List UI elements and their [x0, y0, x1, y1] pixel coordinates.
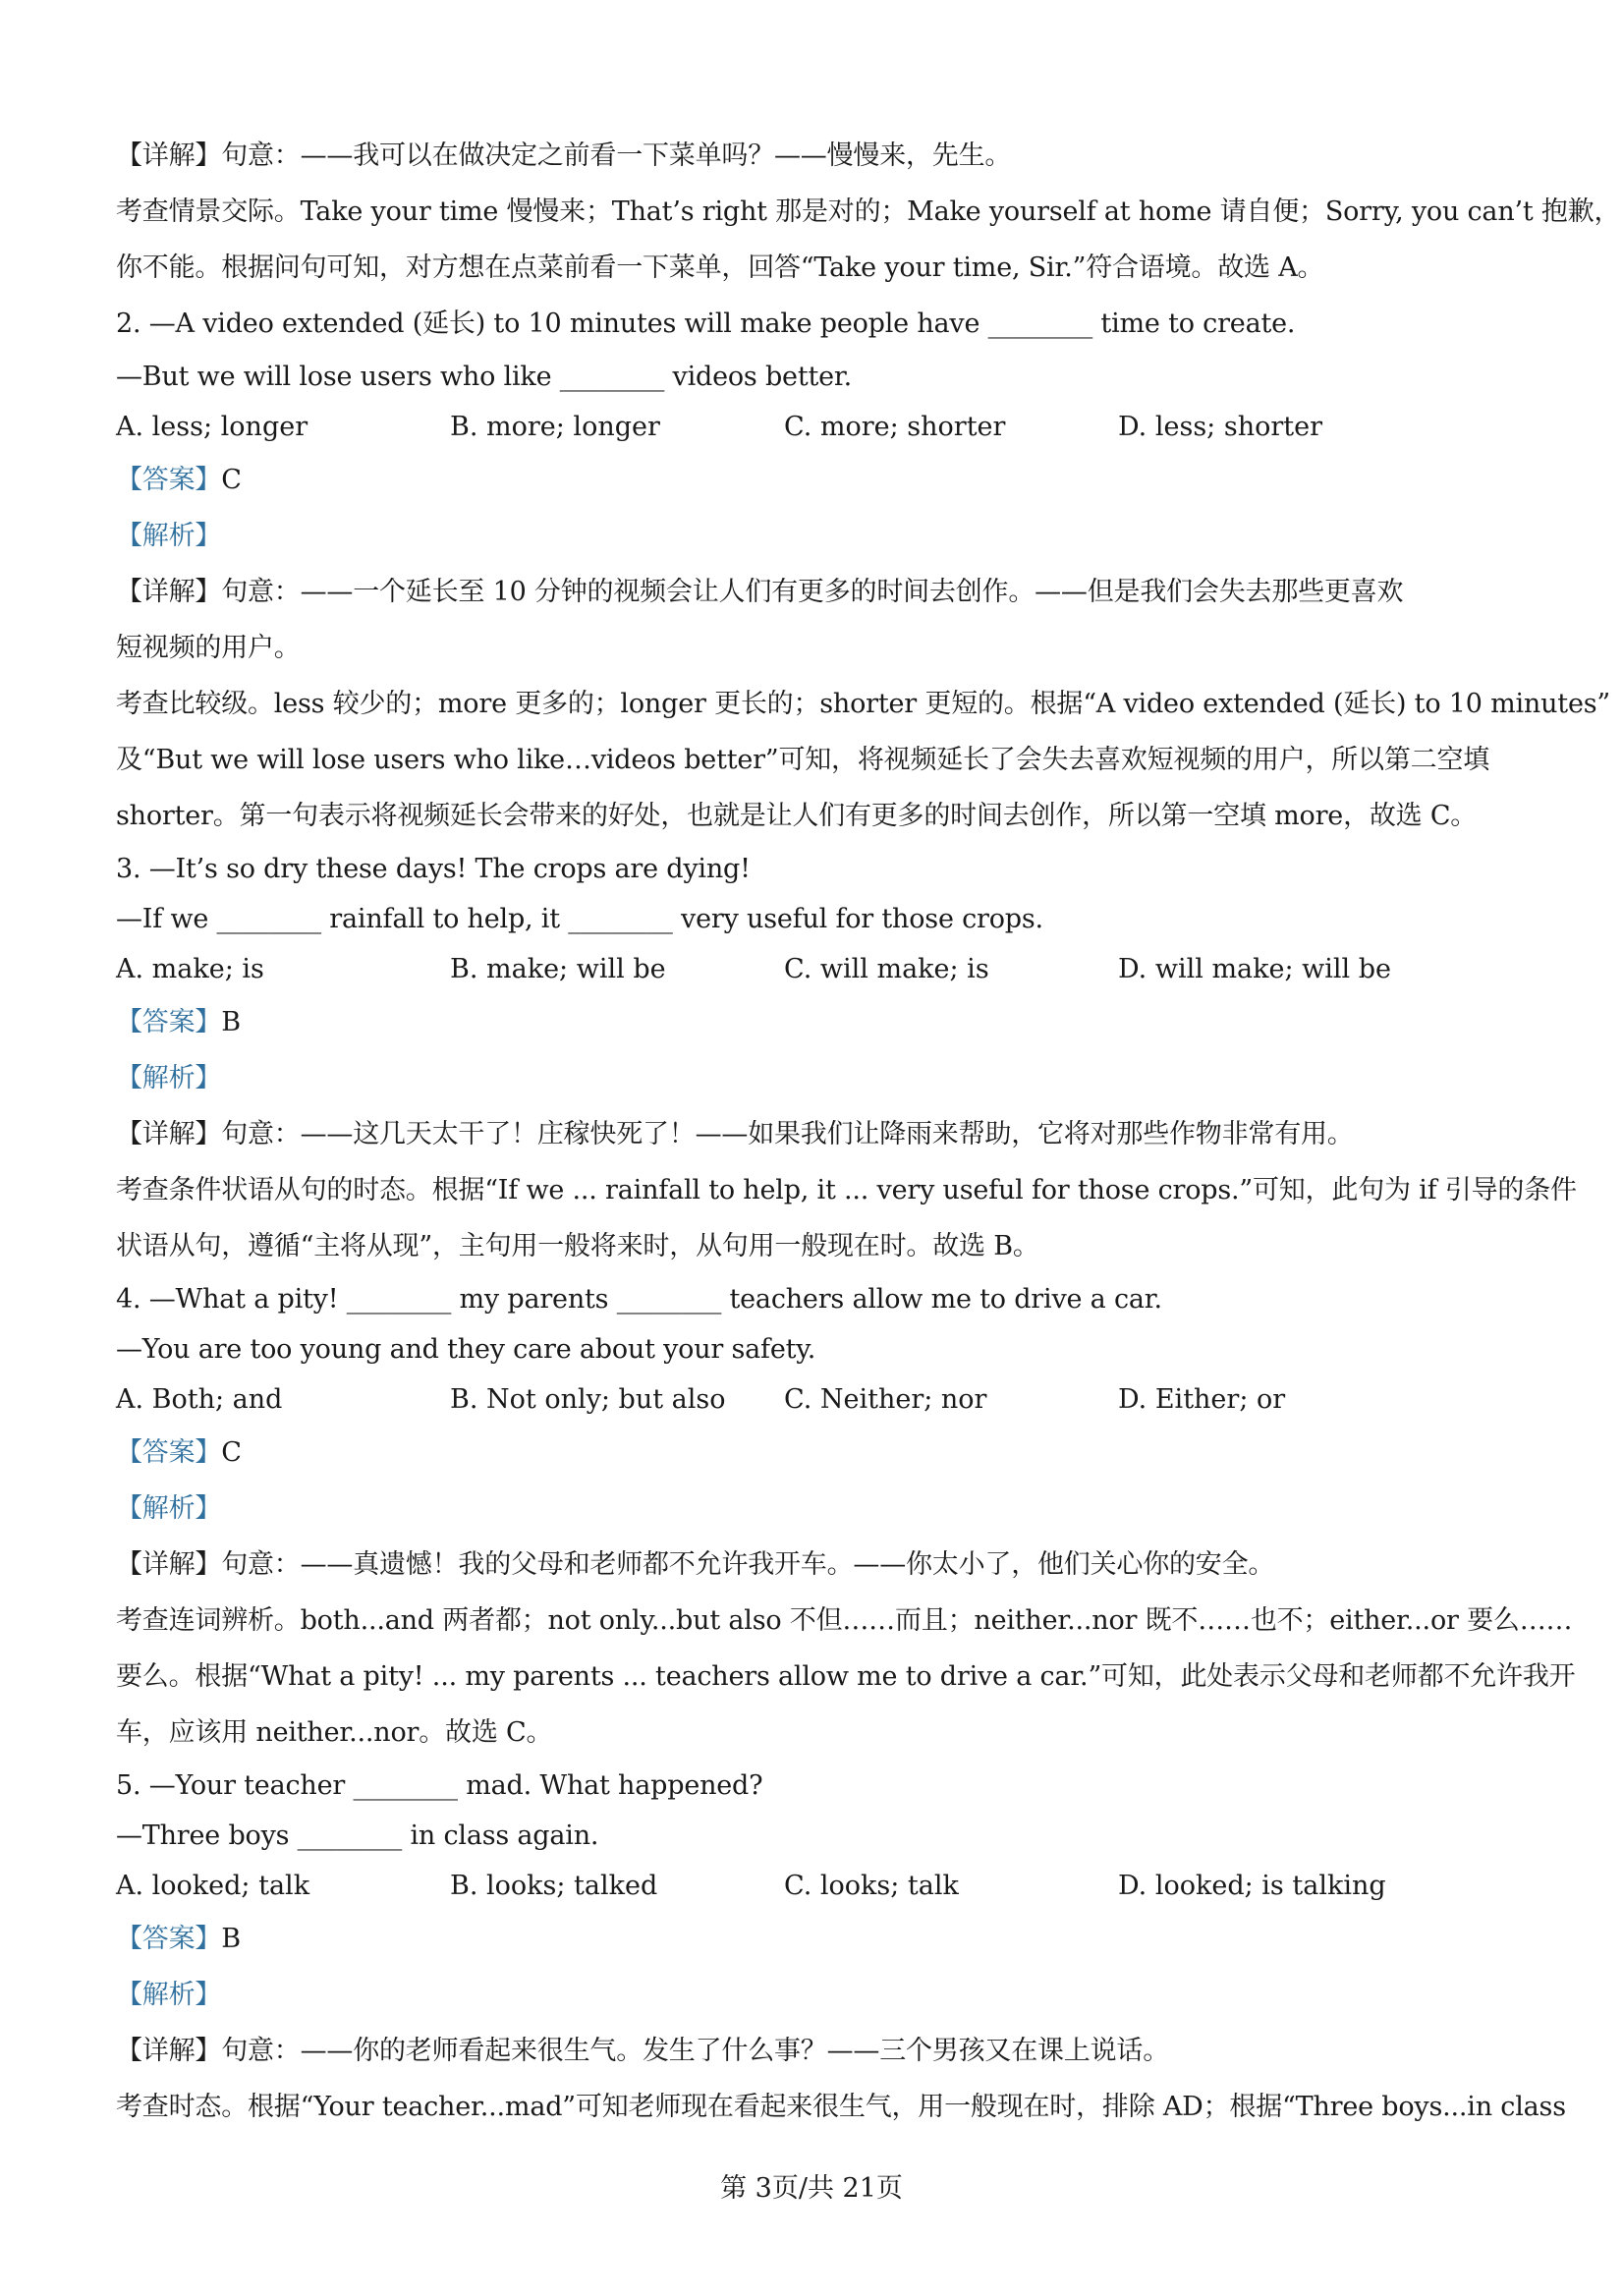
option-b: B. Not only; but also	[450, 1384, 726, 1415]
detail-line: shorter。第一句表示将视频延长会带来的好处，也就是让人们有更多的时间去创作，所以第一空填 more，故选 C。	[116, 801, 1478, 831]
q1-detail-line: 【详解】句意：——我可以在做决定之前看一下菜单吗？——慢慢来，先生。	[116, 140, 1012, 171]
option-a: A. looked; talk	[116, 1871, 310, 1901]
question-stem: 4. —What a pity! ________ my parents ________ teachers allow me to drive a car.	[116, 1284, 1162, 1315]
question-options	[116, 402, 1531, 452]
analysis-tag: 【解析】	[116, 521, 222, 551]
detail-line: 状语从句，遵循“主将从现”，主句用一般将来时，从句用一般现在时。故选 B。	[116, 1231, 1039, 1261]
answer-line	[116, 1425, 1531, 1481]
analysis-tag: 【解析】	[116, 1493, 222, 1524]
option-b: B. make; will be	[450, 954, 666, 984]
answer-tag: 【答案】	[116, 1437, 222, 1468]
question-options	[116, 944, 1531, 994]
analysis-tag: 【解析】	[116, 1063, 222, 1093]
question-stem: —But we will lose users who like ________ videos better.	[116, 362, 853, 392]
answer-tag: 【答案】	[116, 1007, 222, 1037]
answer-value: C	[221, 1437, 242, 1468]
detail-line: 【详解】句意：——这几天太干了！庄稼快死了！——如果我们让降雨来帮助，它将对那些作物非常有用。	[116, 1119, 1354, 1149]
option-c: C. Neither; nor	[784, 1384, 987, 1415]
option-b: B. more; longer	[450, 412, 660, 442]
question-options	[116, 1861, 1531, 1911]
answer-value: B	[221, 1924, 241, 1954]
option-d: D. less; shorter	[1118, 412, 1322, 442]
document-page	[116, 128, 1621, 2135]
option-a: A. make; is	[116, 954, 264, 984]
option-d: D. will make; will be	[1118, 954, 1392, 984]
detail-line: 短视频的用户。	[116, 633, 301, 663]
analysis-line	[116, 508, 1531, 564]
analysis-line	[116, 1967, 1531, 2023]
option-b: B. looks; talked	[450, 1871, 658, 1901]
detail-line: 考查比较级。less 较少的；more 更多的；longer 更长的；shorter 更短的。根据“A video extended (延长) to 10 minutes”	[116, 689, 1610, 719]
detail-line: 考查条件状语从句的时态。根据“If we ... rainfall to help, it ... very useful for those crops.”可知，此句为 if 引导的条件	[116, 1175, 1577, 1205]
detail-line: 【详解】句意：——一个延长至 10 分钟的视频会让人们有更多的时间去创作。——但是我们会失去那些更喜欢	[116, 577, 1404, 607]
question-options	[116, 1374, 1531, 1425]
detail-line: 考查时态。根据“Your teacher...mad”可知老师现在看起来很生气，用一般现在时，排除 AD；根据“Three boys...in class	[116, 2092, 1566, 2122]
option-c: C. more; shorter	[784, 412, 1006, 442]
answer-tag: 【答案】	[116, 465, 222, 495]
option-c: C. will make; is	[784, 954, 989, 984]
option-d: D. looked; is talking	[1118, 1871, 1386, 1901]
question-stem: 5. —Your teacher ________ mad. What happened?	[116, 1770, 763, 1801]
question-stem: —If we ________ rainfall to help, it ________ very useful for those crops.	[116, 904, 1043, 934]
answer-tag: 【答案】	[116, 1924, 222, 1954]
question-stem: 3. —It’s so dry these days! The crops are dying!	[116, 854, 751, 884]
option-a: A. Both; and	[116, 1384, 283, 1415]
q1-detail-line: 考查情景交际。Take your time 慢慢来；That’s right 那是对的；Make yourself at home 请自便；Sorry, you can’t 抱歉，	[116, 196, 1621, 227]
option-c: C. looks; talk	[784, 1871, 959, 1901]
page-number: 第 3页/共 21页	[720, 2173, 903, 2204]
option-a: A. less; longer	[116, 412, 308, 442]
answer-value: B	[221, 1007, 241, 1037]
q1-detail-line: 你不能。根据问句可知，对方想在点菜前看一下菜单，回答“Take your time, Sir.”符合语境。故选 A。	[116, 252, 1324, 283]
question-4	[116, 1274, 1576, 1761]
detail-line: 考查连词辨析。both...and 两者都；not only...but also 不但……而且；neither...nor 既不……也不；either...or 要么……	[116, 1605, 1573, 1636]
detail-line: 车，应该用 neither...nor。故选 C。	[116, 1717, 553, 1748]
detail-line: 【详解】句意：——真遗憾！我的父母和老师都不允许我开车。——你太小了，他们关心你的安全。	[116, 1549, 1275, 1580]
question-stem: —You are too young and they care about your safety.	[116, 1334, 816, 1365]
detail-tag: 【详解】	[116, 577, 222, 607]
question-stem: —Three boys ________ in class again.	[116, 1820, 599, 1851]
detail-tag: 【详解】	[116, 1119, 222, 1149]
answer-line	[116, 1911, 1531, 1967]
option-d: D. Either; or	[1118, 1384, 1286, 1415]
detail-tag: 【详解】	[116, 2036, 222, 2066]
detail-line: 及“But we will lose users who like…videos better”可知，将视频延长了会失去喜欢短视频的用户，所以第二空填	[116, 745, 1490, 775]
analysis-line	[116, 1481, 1531, 1537]
analysis-tag: 【解析】	[116, 1980, 222, 2010]
answer-line	[116, 994, 1531, 1050]
answer-line	[116, 452, 1531, 508]
detail-tag: 【详解】	[116, 1549, 222, 1580]
question-2	[116, 296, 1610, 844]
question-5	[116, 1761, 1566, 2135]
question-stem: 2. —A video extended (延长) to 10 minutes will make people have ________ time to create.	[116, 308, 1296, 339]
answer-value: C	[221, 465, 242, 495]
detail-line: 【详解】句意：——你的老师看起来很生气。发生了什么事？——三个男孩又在课上说话。	[116, 2036, 1170, 2066]
detail-line: 要么。根据“What a pity! ... my parents ... teachers allow me to drive a car.”可知，此处表示父母和老师都不允许我开	[116, 1661, 1576, 1692]
question-3	[116, 844, 1577, 1274]
analysis-line	[116, 1050, 1531, 1106]
